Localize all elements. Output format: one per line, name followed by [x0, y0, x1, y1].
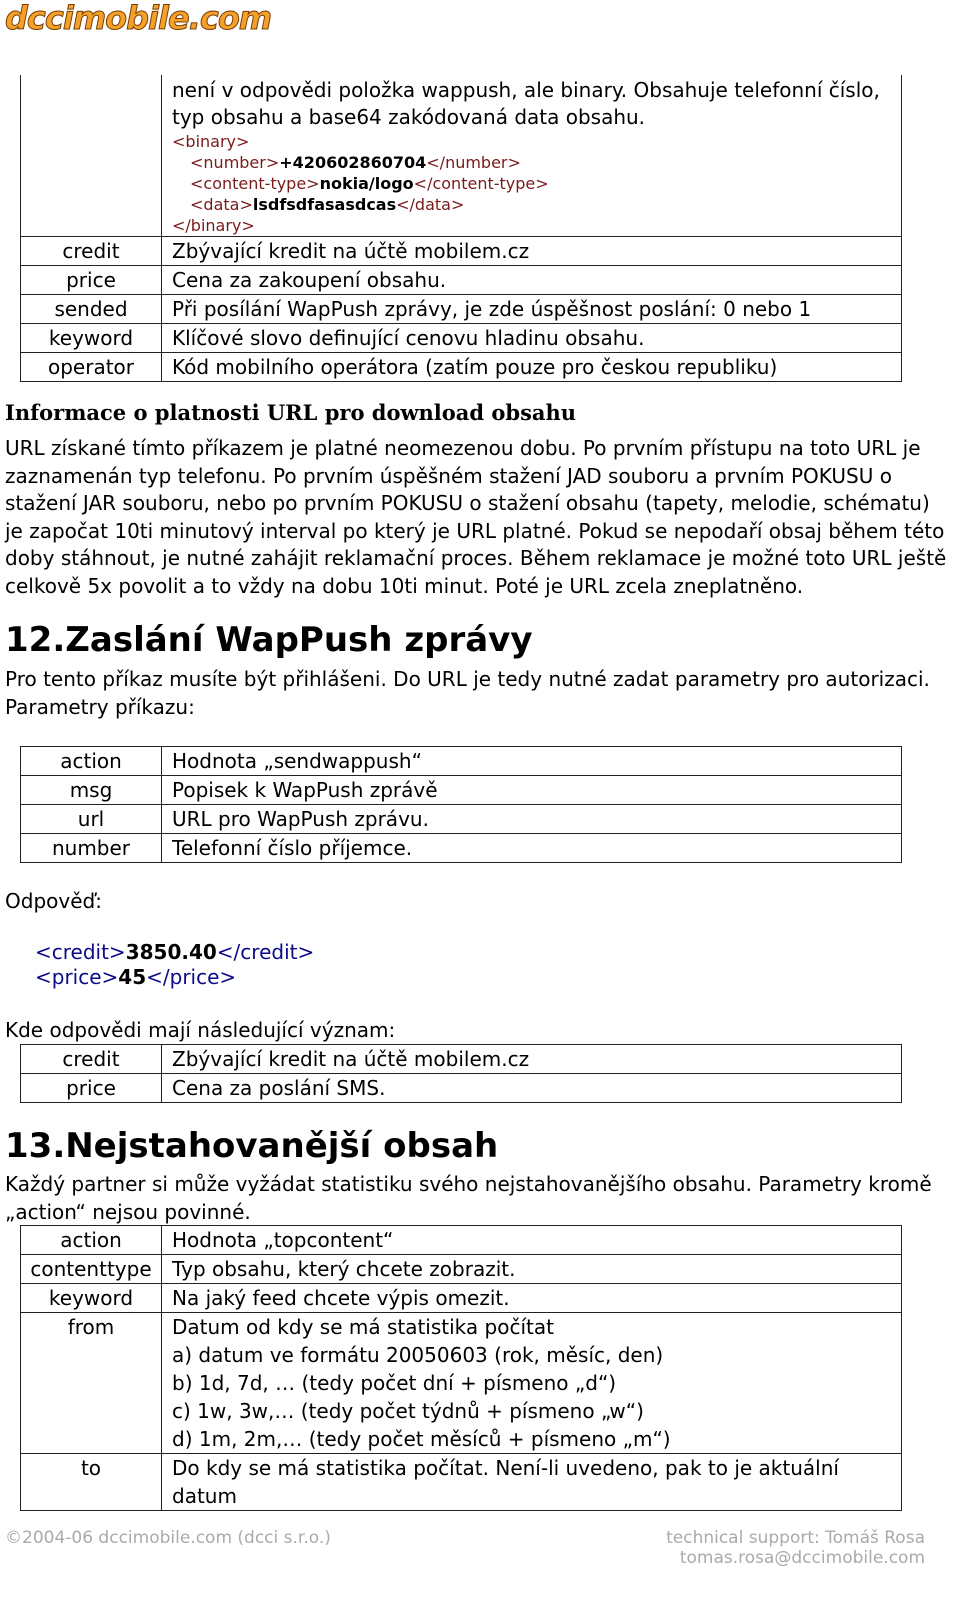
table-row	[21, 1226, 902, 1255]
validity-heading: Informace o platnosti URL pro download obsahu	[5, 400, 577, 425]
table-row	[21, 747, 902, 776]
xml-tag: <content-type>	[190, 174, 320, 193]
xml-value: +420602860704	[279, 153, 427, 172]
from-line: d) 1m, 2m,… (tedy počet měsíců + písmeno „m“)	[172, 1427, 671, 1451]
table-key-cell: number	[21, 834, 162, 863]
xml-tag: </data>	[396, 195, 465, 214]
xml-value: 45	[118, 965, 147, 989]
table-row	[21, 1045, 902, 1074]
xml-tag: </number>	[426, 153, 521, 172]
table-value-cell: Zbývající kredit na účtě mobilem.cz	[162, 1045, 902, 1074]
table-row	[21, 805, 902, 834]
table-key-cell: credit	[21, 237, 162, 266]
table-row	[21, 295, 902, 324]
topcontent-params-table	[20, 1225, 902, 1511]
xml-tag: </content-type>	[413, 174, 549, 193]
table-row	[21, 1454, 902, 1511]
table-row	[21, 834, 902, 863]
table-value-cell	[162, 75, 902, 237]
table-value-cell: Popisek k WapPush zprávě	[162, 776, 902, 805]
table-key-cell: price	[21, 266, 162, 295]
from-line: c) 1w, 3w,… (tedy počet týdnů + písmeno „w“)	[172, 1399, 644, 1423]
table-value-cell: Klíčové slovo definující cenovu hladinu obsahu.	[162, 324, 902, 353]
from-line: a) datum ve formátu 20050603 (rok, měsíc, den)	[172, 1343, 664, 1367]
xml-value: 3850.40	[125, 940, 217, 964]
from-line: Datum od kdy se má statistika počítat	[172, 1315, 554, 1339]
xml-tag: <binary>	[172, 132, 250, 151]
xml-tag: <number>	[190, 153, 280, 172]
table-key-cell: from	[21, 1313, 162, 1454]
table-value-cell: URL pro WapPush zprávu.	[162, 805, 902, 834]
footer-support-email[interactable]: tomas.rosa@dccimobile.com	[679, 1548, 925, 1568]
response-label: Odpověď:	[5, 889, 102, 913]
table-key-cell: action	[21, 1226, 162, 1255]
table-key-cell: operator	[21, 353, 162, 382]
table-key-cell: credit	[21, 1045, 162, 1074]
table-key-cell: contenttype	[21, 1255, 162, 1284]
table-key-cell: url	[21, 805, 162, 834]
response-xml	[35, 940, 314, 990]
xml-tag: </credit>	[216, 940, 315, 964]
footer-support	[666, 1528, 925, 1568]
binary-description: není v odpovědi položka wappush, ale binary. Obsahuje telefonní číslo, typ obsahu a base64 zakódovaná data obsahu.	[172, 78, 880, 129]
from-line: b) 1d, 7d, … (tedy počet dní + písmeno „d“)	[172, 1371, 617, 1395]
table-value-cell: Kód mobilního operátora (zatím pouze pro českou republiku)	[162, 353, 902, 382]
table-key-cell: action	[21, 747, 162, 776]
table-value-cell: Typ obsahu, který chcete zobrazit.	[162, 1255, 902, 1284]
table-row	[21, 1255, 902, 1284]
table-value-cell	[162, 1313, 902, 1454]
table-key-cell: keyword	[21, 324, 162, 353]
xml-value: nokia/logo	[319, 174, 414, 193]
table-row	[21, 1313, 902, 1454]
section-13-title: 13.Nejstahovanější obsah	[5, 1126, 499, 1166]
table-row	[21, 353, 902, 382]
table-value-cell: Cena za poslání SMS.	[162, 1074, 902, 1103]
wappush-params-table	[20, 746, 902, 863]
table-row	[21, 1284, 902, 1313]
table-value-cell: Na jaký feed chcete výpis omezit.	[162, 1284, 902, 1313]
dccimobile-logo: dccimobile.com	[5, 0, 272, 37]
table-row	[21, 266, 902, 295]
xml-tag: <credit>	[35, 940, 126, 964]
table-key-cell: keyword	[21, 1284, 162, 1313]
table-row	[21, 237, 902, 266]
xml-value: lsdfsdfasasdcas	[252, 195, 397, 214]
xml-tag: </binary>	[172, 216, 255, 235]
meaning-table	[20, 1044, 902, 1103]
table-value-cell: Cena za zakoupení obsahu.	[162, 266, 902, 295]
table-value-cell: Hodnota „sendwappush“	[162, 747, 902, 776]
meaning-label: Kde odpovědi mají následující význam:	[5, 1018, 396, 1042]
section-12-intro: Pro tento příkaz musíte být přihlášeni. Do URL je tedy nutné zadat parametry pro autorizaci. Parametry příkazu:	[5, 667, 930, 719]
table-key-cell: sended	[21, 295, 162, 324]
validity-paragraph: URL získané tímto příkazem je platné neomezenou dobu. Po prvním přístupu na toto URL je zaznamenán typ telefonu. Po prvním úspěšném stažení JAD souboru a prvním POKUSU o stažení JAR souboru, nebo po prvním POKUSU o stažení obsahu (tapety, melodie, schématu) je započat 10ti minutový interval po který je URL platné. Pokud se nepodaří obsaj během této doby stáhnout, je nutné zahájit reklamační proces. Během reklamace je možné toto URL ještě celkově 5x povolit a to vždy na dobu 10ti minut. Poté je URL zcela zneplatněno.	[5, 436, 947, 598]
section-12-title: 12.Zaslání WapPush zprávy	[5, 620, 533, 660]
table-value-cell: Telefonní číslo příjemce.	[162, 834, 902, 863]
section-13-intro: Každý partner si může vyžádat statistiku svého nejstahovanějšího obsahu. Parametry kromě „action“ nejsou povinné.	[5, 1172, 932, 1224]
table-row	[21, 776, 902, 805]
table-value-cell: Při posílání WapPush zprávy, je zde úspěšnost poslání: 0 nebo 1	[162, 295, 902, 324]
table-key-cell	[21, 75, 162, 237]
xml-tag: </price>	[146, 965, 237, 989]
response-fields-table	[20, 75, 902, 382]
table-row	[21, 75, 902, 237]
table-key-cell: price	[21, 1074, 162, 1103]
table-key-cell: msg	[21, 776, 162, 805]
footer-copyright: ©2004-06 dccimobile.com (dcci s.r.o.)	[5, 1528, 331, 1548]
table-key-cell: to	[21, 1454, 162, 1511]
footer-support-name: technical support: Tomáš Rosa	[666, 1528, 925, 1548]
table-value-cell: Do kdy se má statistika počítat. Není-li uvedeno, pak to je aktuální datum	[162, 1454, 902, 1511]
table-value-cell: Hodnota „topcontent“	[162, 1226, 902, 1255]
table-row	[21, 1074, 902, 1103]
xml-tag: <price>	[35, 965, 119, 989]
xml-tag: <data>	[190, 195, 253, 214]
table-row	[21, 324, 902, 353]
binary-xml-example	[172, 131, 891, 236]
table-value-cell: Zbývající kredit na účtě mobilem.cz	[162, 237, 902, 266]
